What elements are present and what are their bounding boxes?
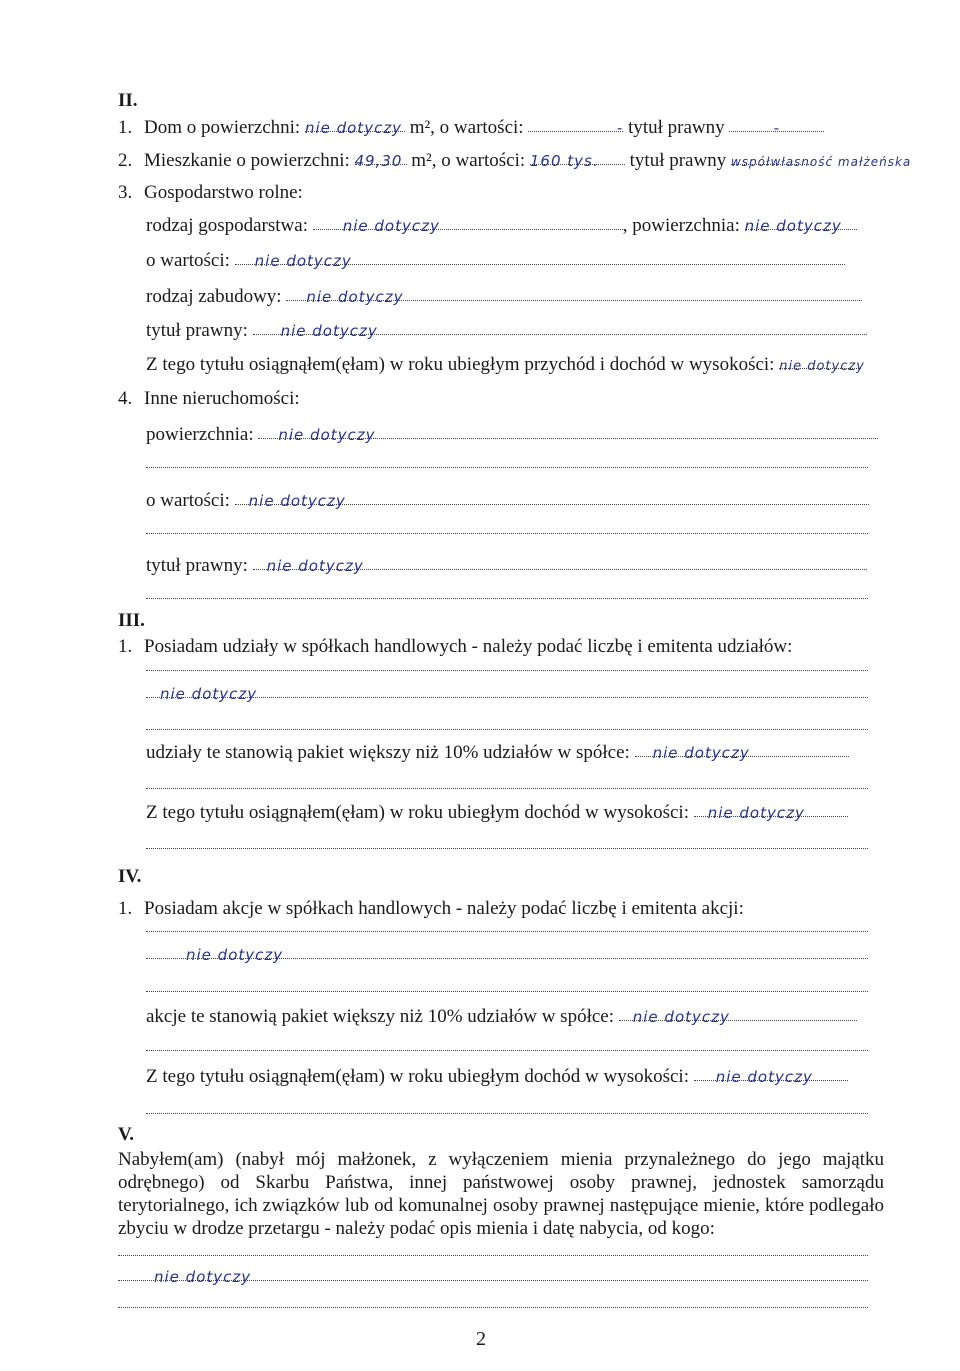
- dotted-line: [118, 1254, 868, 1256]
- shares-row: [118, 636, 792, 658]
- house-title-value[interactable]: -: [773, 119, 781, 137]
- stocks-income-label: Z tego tytułu osiągnąłem(ęłam) w roku ubiegłym dochód w wysokości:: [146, 1066, 689, 1087]
- dotted-line: [146, 1049, 868, 1051]
- dotted-line: [146, 847, 868, 849]
- dotted-line: [146, 787, 868, 789]
- farm-income-row: [146, 354, 865, 376]
- other-title-label: tytuł prawny:: [146, 555, 248, 576]
- farm-area-value[interactable]: nie dotyczy: [744, 217, 842, 235]
- farm-label: Gospodarstwo rolne:: [144, 182, 303, 203]
- shares-label: Posiadam udziały w spółkach handlowych - należy podać liczbę i emitenta udziałów:: [144, 636, 793, 657]
- item-number: 4.: [118, 388, 133, 409]
- item-number: 3.: [118, 182, 133, 203]
- farm-build-value[interactable]: nie dotyczy: [306, 288, 404, 306]
- house-label: Dom o powierzchni:: [144, 117, 301, 138]
- stocks-pakiet-label: akcje te stanowią pakiet większy niż 10% udziałów w spółce:: [146, 1006, 614, 1027]
- farm-type-value[interactable]: nie dotyczy: [342, 217, 440, 235]
- farm-value-row: [146, 250, 845, 272]
- section-4-heading: IV.: [118, 866, 142, 887]
- dotted-line: [146, 990, 868, 992]
- apartment-label: Mieszkanie o powierzchni:: [144, 150, 350, 171]
- other-area-row: [146, 424, 878, 446]
- other-title-row: [146, 555, 867, 577]
- farm-title-row: [146, 320, 867, 342]
- dotted-line: [146, 728, 868, 730]
- stocks-income-row: [146, 1066, 848, 1088]
- farm-value[interactable]: nie dotyczy: [254, 252, 352, 270]
- stocks-label: Posiadam akcje w spółkach handlowych - należy podać liczbę i emitenta akcji:: [144, 898, 744, 919]
- apartment-unit-label: m², o wartości:: [411, 150, 526, 171]
- section-5-heading: V.: [118, 1124, 135, 1145]
- item-number: 2.: [118, 150, 133, 171]
- other-area-label: powierzchnia:: [146, 424, 254, 445]
- section-2-heading: II.: [118, 90, 138, 111]
- stocks-income-value[interactable]: nie dotyczy: [715, 1068, 813, 1086]
- stocks-pakiet-row: [146, 1006, 857, 1028]
- farm-area-label: , powierzchnia:: [622, 215, 740, 236]
- item-house: [118, 117, 824, 139]
- dotted-line: [146, 532, 868, 534]
- shares-answer[interactable]: nie dotyczy: [160, 685, 258, 703]
- house-value[interactable]: -: [616, 119, 624, 137]
- other-label: Inne nieruchomości:: [144, 388, 300, 409]
- stocks-row: [118, 898, 744, 920]
- other-title-value[interactable]: nie dotyczy: [266, 557, 364, 575]
- shares-income-value[interactable]: nie dotyczy: [707, 804, 805, 822]
- stocks-pakiet-value[interactable]: nie dotyczy: [632, 1008, 730, 1026]
- farm-value-label: o wartości:: [146, 250, 230, 271]
- other-area-value[interactable]: nie dotyczy: [278, 426, 376, 444]
- item-apartment: [118, 150, 912, 172]
- farm-type-row: [146, 215, 857, 237]
- shares-pakiet-label: udziały te stanowią pakiet większy niż 10% udziałów w spółce:: [146, 742, 630, 763]
- acquisition-answer[interactable]: nie dotyczy: [154, 1268, 252, 1286]
- apartment-area-value[interactable]: 49,30: [354, 152, 403, 170]
- acquisition-answer-row: [118, 1266, 868, 1288]
- acquisition-text: Nabyłem(am) (nabył mój małżonek, z wyłączeniem mienia przynależnego do jego majątku odrębnego) od Skarbu Państwa, innej państwowej osoby prawnej, jednostek samorządu terytorialnego, ich związków lub od komunalnej osoby prawnej następujące mienie, które podlegało zbyciu w drodze przetargu - należy podać opis mienia i datę nabycia, od kogo:: [118, 1149, 884, 1239]
- dotted-line: [146, 930, 868, 932]
- other-value[interactable]: nie dotyczy: [248, 492, 346, 510]
- shares-income-row: [146, 802, 848, 824]
- section-3-heading: III.: [118, 610, 145, 631]
- apartment-value[interactable]: 160 tys.: [529, 152, 599, 170]
- house-unit-label: m², o wartości:: [409, 117, 524, 138]
- farm-type-label: rodzaj gospodarstwa:: [146, 215, 308, 236]
- shares-pakiet-row: [146, 742, 849, 764]
- apartment-title-label: tytuł prawny: [629, 150, 727, 171]
- shares-pakiet-value[interactable]: nie dotyczy: [652, 744, 750, 762]
- page-number: 2: [476, 1328, 486, 1350]
- stocks-answer[interactable]: nie dotyczy: [186, 946, 284, 964]
- shares-answer-row: [146, 683, 868, 705]
- dotted-line: [146, 1112, 868, 1114]
- stocks-answer-row: [146, 944, 868, 966]
- farm-income-value[interactable]: nie dotyczy: [779, 359, 865, 374]
- item-number: 1.: [118, 636, 133, 657]
- farm-title-value[interactable]: nie dotyczy: [280, 322, 378, 340]
- shares-income-label: Z tego tytułu osiągnąłem(ęłam) w roku ubiegłym dochód w wysokości:: [146, 802, 689, 823]
- item-number: 1.: [118, 898, 133, 919]
- house-area-value[interactable]: nie dotyczy: [304, 119, 403, 137]
- farm-title-label: tytuł prawny:: [146, 320, 248, 341]
- other-value-row: [146, 490, 869, 512]
- other-value-label: o wartości:: [146, 490, 230, 511]
- apartment-title-value[interactable]: współwłasność małżeńska: [730, 155, 912, 169]
- item-number: 1.: [118, 117, 133, 138]
- dotted-line: [146, 669, 868, 671]
- dotted-line: [146, 597, 868, 599]
- farm-build-row: [146, 286, 862, 308]
- dotted-line: [146, 466, 868, 468]
- farm-build-label: rodzaj zabudowy:: [146, 286, 282, 307]
- farm-income-label: Z tego tytułu osiągnąłem(ęłam) w roku ubiegłym przychód i dochód w wysokości:: [146, 354, 775, 375]
- item-farm-heading: [118, 182, 303, 204]
- item-other-heading: [118, 388, 300, 410]
- dotted-line: [118, 1306, 868, 1308]
- house-title-label: tytuł prawny: [628, 117, 725, 138]
